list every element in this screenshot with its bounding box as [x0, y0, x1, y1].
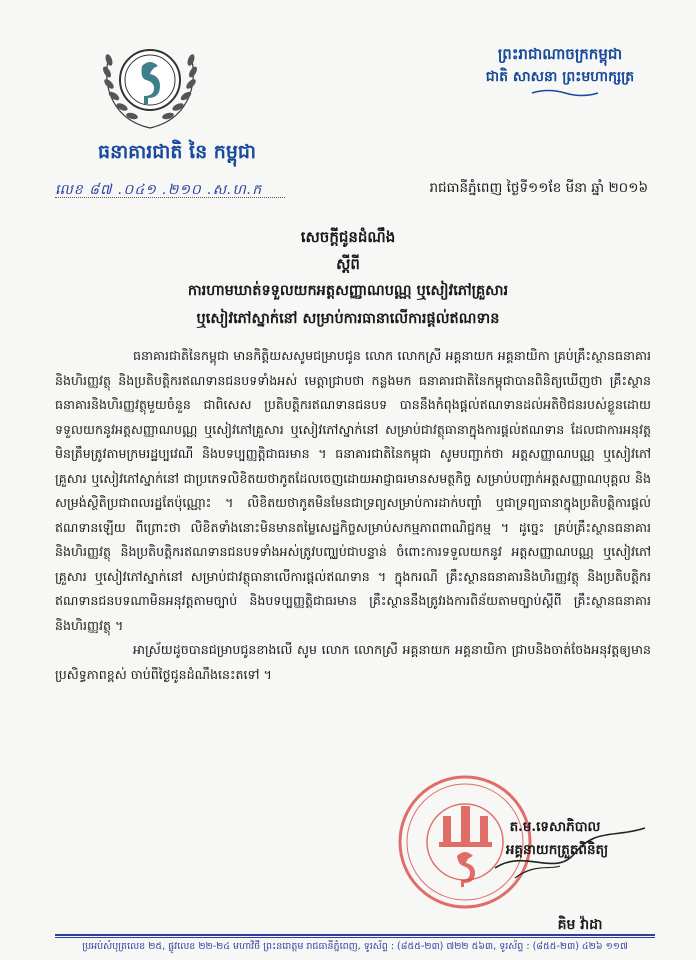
footer-divider: [55, 934, 655, 936]
national-motto: ជាតិ សាសនា ព្រះមហាក្សត្រ: [485, 69, 635, 85]
national-bank-logo: [95, 20, 205, 135]
body-paragraph: ធនាគារជាតិនៃកម្ពុជា មានកិត្តិយសសូមជម្រាបជូន លោក លោកស្រី អគ្គនាយក អគ្គនាយិកា គ្រប់គ្រឹះស្ថានធនាគារនិងហិរញ្ញវត្ថុ និងប្រតិបត្តិករឥណទានជនបទទាំងអស់ មេត្តាជ្រាបថា កន្លងមក ធនាគារជាតិនៃកម្ពុជាបានពិនិត្យឃើញថា គ្រឹះស្ថានធនាគារនិងហិរញ្ញវត្ថុមួយចំនួន ជាពិសេស ប្រតិបត្តិករឥណទានជនបទ បាននឹងកំពុងផ្តល់ឥណទានដល់អតិថិជនរបស់ខ្លួនដោយទទួលយកនូវអត្តសញ្ញាណបណ្ណ ឬសៀវភៅគ្រួសារ ឬសៀវភៅស្នាក់នៅ សម្រាប់ជាវត្ថុធានាក្នុងការផ្តល់ឥណទាន ដែលជាការអនុវត្តមិនត្រឹមត្រូវតាមក្រមរដ្ឋប្បវេណី និងបទប្បញ្ញត្តិជាធរមាន ។ ធនាគារជាតិនៃកម្ពុជា សូមបញ្ជាក់ថា អត្តសញ្ញាណបណ្ណ ឬសៀវភៅគ្រួសារ ឬសៀវភៅស្នាក់នៅ ជាប្រភេទលិខិតយថាភូតដែលចេញដោយអាជ្ញាធរមានសមត្ថកិច្ច សម្រាប់បញ្ជាក់អត្តសញ្ញាណបុគ្គល និងសម្រង់ស្ថិតិប្រជាពលរដ្ឋតែប៉ុណ្ណោះ ។ លិខិតយថាភូតមិនមែនជាទ្រព្យសម្រាប់ការដាក់បញ្ចាំ ឬជាទ្រព្យធានាក្នុងប្រតិបត្តិការផ្តល់ឥណទានឡើយ ពីព្រោះថា លិខិតទាំងនោះមិនមានតម្លៃសេដ្ឋកិច្ចសម្រាប់សកម្មភាពពាណិជ្ជកម្ម ។ ដូច្នេះ គ្រប់គ្រឹះស្ថានធនាគារនិងហិរញ្ញវត្ថុ និងប្រតិបត្តិករឥណទានជនបទទាំងអស់ត្រូវបញ្ឈប់ជាបន្ទាន់ ចំពោះការទទួលយកនូវ អត្តសញ្ញាណបណ្ណ ឬសៀវភៅគ្រួសារ ឬសៀវភៅស្នាក់នៅ សម្រាប់ជាវត្ថុធានាលើការផ្តល់ឥណទាន ។ ក្នុងករណី គ្រឹះស្ថានធនាគារនិងហិរញ្ញវត្ថុ និងប្រតិបត្តិករឥណទានជនបទណាមិនអនុវត្តតាមច្បាប់ និងបទប្បញ្ញត្តិជាធរមាន គ្រឹះស្ថាននឹងត្រូវរងការពិន័យតាមច្បាប់ស្តីពី គ្រឹះស្ថានធនាគារនិងហិរញ្ញវត្ថុ ។: [55, 348, 651, 633]
notice-subject-line-2: ឬសៀវភៅស្នាក់នៅ សម្រាប់ការធានាលើការផ្តល់ឥណទាន: [196, 310, 500, 327]
handwritten-signature: [455, 808, 655, 898]
notice-subject-line-1: ការហាមឃាត់ទទួលយកអត្តសញ្ញាណបណ្ណ ឬសៀវភៅគ្រួសារ: [187, 282, 509, 299]
signatory-title: ត.ម.ទេសាភិបាល: [509, 819, 601, 835]
kingdom-heading: ព្រះរាជាណាចក្រកម្ពុជា: [497, 45, 623, 63]
signatory-name: គិម វ៉ាដា: [557, 917, 603, 933]
body-paragraph: អាស្រ័យដូចបានជម្រាបជូនខាងលើ សូម លោក លោកស្រី អគ្គនាយក អគ្គនាយិកា ជ្រាបនិងចាត់ចែងអនុវត្តឲ្យមានប្រសិទ្ធភាពខ្ពស់ ចាប់ពីថ្ងៃជូនដំណឹងនេះតទៅ ។: [55, 642, 651, 682]
motto-ornament-icon: [530, 88, 600, 98]
notice-subject-label: ស្តីពី: [336, 255, 360, 273]
signatory-position: អគ្គនាយកត្រួតពិនិត្យ: [505, 842, 609, 858]
footer-divider-thin: [55, 937, 655, 938]
bank-name: ធនាគារជាតិ នៃ កម្ពុជា: [98, 141, 256, 163]
notice-title: សេចក្តីជូនដំណឹង: [300, 228, 396, 246]
notice-body: [55, 344, 651, 687]
reference-underline: [55, 197, 285, 198]
reference-number: លេខ ៨៧ .០៤១ .២១០ .ស.ហ.ក: [55, 182, 263, 198]
footer-address: ប្រអប់សំបុត្រលេខ ២៥, ផ្លូវលេខ ២២-២៤ មហាវិថី ព្រះនរោត្តម រាជធានីភ្នំពេញ, ទូរស័ព្ទ : (៨៥៥-២៣) ៧២២ ៥៦៣, ទូរស័ព្ទ : (៨៥៥-២៣) ៤២៦ ១១៧: [82, 941, 628, 952]
document-date: រាជធានីភ្នំពេញ ថ្ងៃទី១១ខែ មីនា ឆ្នាំ ២០១៦: [429, 180, 648, 196]
